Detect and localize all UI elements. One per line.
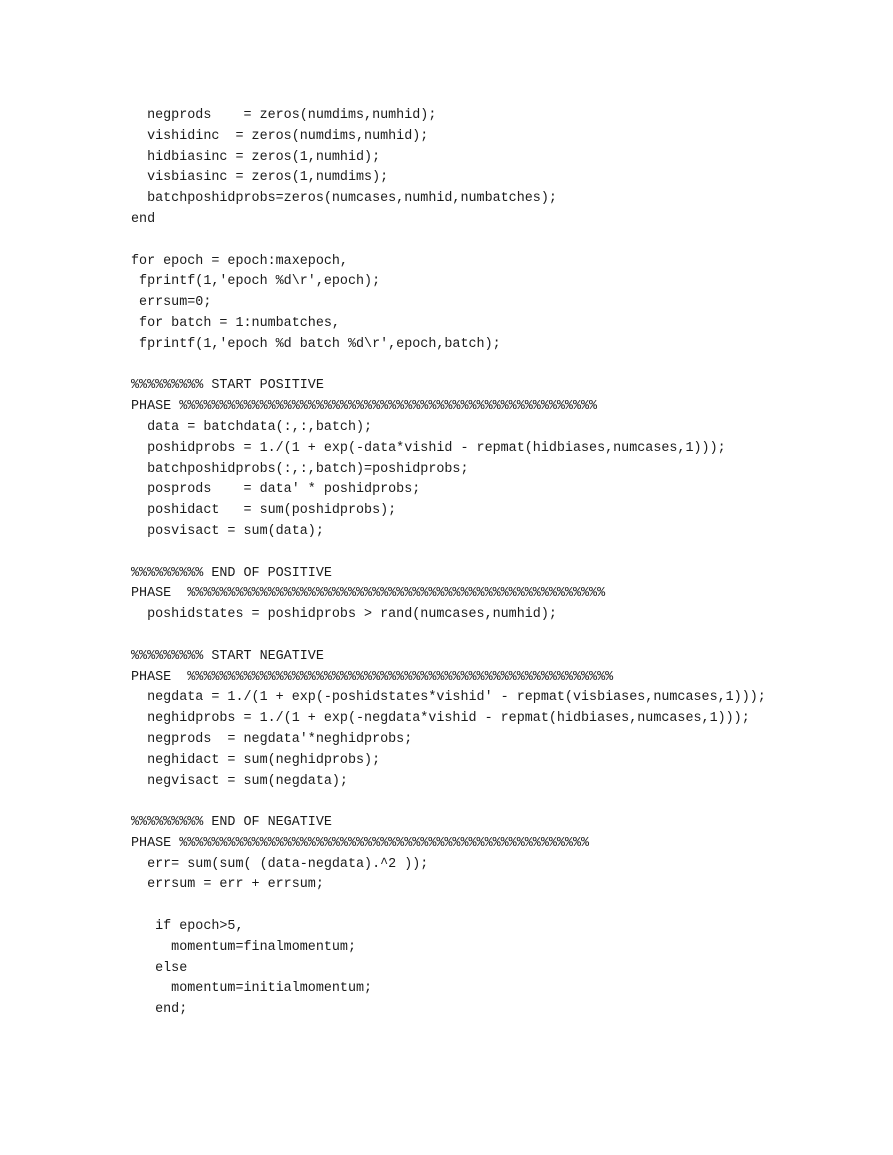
code-line: negvisact = sum(negdata); bbox=[131, 773, 348, 789]
code-line: vishidinc = zeros(numdims,numhid); bbox=[131, 128, 429, 144]
comment-line: %%%%%%%%% END OF POSITIVE bbox=[131, 565, 332, 581]
code-line bbox=[131, 792, 766, 813]
code-line: poshidact = sum(poshidprobs); bbox=[131, 503, 397, 519]
code-line: else bbox=[131, 960, 188, 976]
code-line: end; bbox=[131, 1002, 188, 1018]
code-line: neghidact = sum(neghidprobs); bbox=[131, 752, 381, 768]
code-line: if epoch>5, bbox=[131, 919, 244, 935]
code-line: momentum=finalmomentum; bbox=[131, 939, 356, 955]
code-line: errsum=0; bbox=[131, 295, 212, 311]
code-line bbox=[131, 626, 766, 647]
comment-line: PHASE %%%%%%%%%%%%%%%%%%%%%%%%%%%%%%%%%%%%%%%%%%%%%%%%%%%% bbox=[131, 586, 606, 602]
comment-line: %%%%%%%%% END OF NEGATIVE bbox=[131, 815, 332, 831]
code-line bbox=[131, 896, 766, 917]
code-line: fprintf(1,'epoch %d batch %d\r',epoch,batch); bbox=[131, 336, 501, 352]
code-line: err= sum(sum( (data-negdata).^2 )); bbox=[131, 856, 429, 872]
comment-line: PHASE %%%%%%%%%%%%%%%%%%%%%%%%%%%%%%%%%%%%%%%%%%%%%%%%%%% bbox=[131, 835, 590, 851]
code-line: for epoch = epoch:maxepoch, bbox=[131, 253, 348, 269]
code-line: visbiasinc = zeros(1,numdims); bbox=[131, 170, 389, 186]
code-line: data = batchdata(:,:,batch); bbox=[131, 419, 373, 435]
code-line: batchposhidprobs(:,:,batch)=poshidprobs; bbox=[131, 461, 469, 477]
comment-line: %%%%%%%%% START POSITIVE bbox=[131, 378, 324, 394]
code-line: posvisact = sum(data); bbox=[131, 523, 324, 539]
comment-line: PHASE %%%%%%%%%%%%%%%%%%%%%%%%%%%%%%%%%%%%%%%%%%%%%%%%%%%% bbox=[131, 399, 598, 415]
comment-line: %%%%%%%%% START NEGATIVE bbox=[131, 648, 324, 664]
code-line: neghidprobs = 1./(1 + exp(-negdata*vishid - repmat(hidbiases,numcases,1))); bbox=[131, 711, 750, 727]
code-line: for batch = 1:numbatches, bbox=[131, 315, 340, 331]
code-line: posprods = data' * poshidprobs; bbox=[131, 482, 421, 498]
code-block bbox=[131, 106, 766, 1021]
code-line: end bbox=[131, 211, 156, 227]
code-line: hidbiasinc = zeros(1,numhid); bbox=[131, 149, 381, 165]
code-line: errsum = err + errsum; bbox=[131, 877, 324, 893]
code-line: poshidprobs = 1./(1 + exp(-data*vishid - repmat(hidbiases,numcases,1))); bbox=[131, 440, 726, 456]
code-line bbox=[131, 231, 766, 252]
code-line: negprods = negdata'*neghidprobs; bbox=[131, 731, 413, 747]
comment-line: PHASE %%%%%%%%%%%%%%%%%%%%%%%%%%%%%%%%%%%%%%%%%%%%%%%%%%%%% bbox=[131, 669, 614, 685]
code-line bbox=[131, 356, 766, 377]
code-line: negdata = 1./(1 + exp(-poshidstates*vishid' - repmat(visbiases,numcases,1))); bbox=[131, 690, 766, 706]
code-line: batchposhidprobs=zeros(numcases,numhid,numbatches); bbox=[131, 191, 557, 207]
code-line: fprintf(1,'epoch %d\r',epoch); bbox=[131, 274, 381, 290]
code-line: negprods = zeros(numdims,numhid); bbox=[131, 108, 437, 123]
code-line: momentum=initialmomentum; bbox=[131, 981, 373, 997]
code-line bbox=[131, 543, 766, 564]
code-line: poshidstates = poshidprobs > rand(numcases,numhid); bbox=[131, 607, 557, 623]
